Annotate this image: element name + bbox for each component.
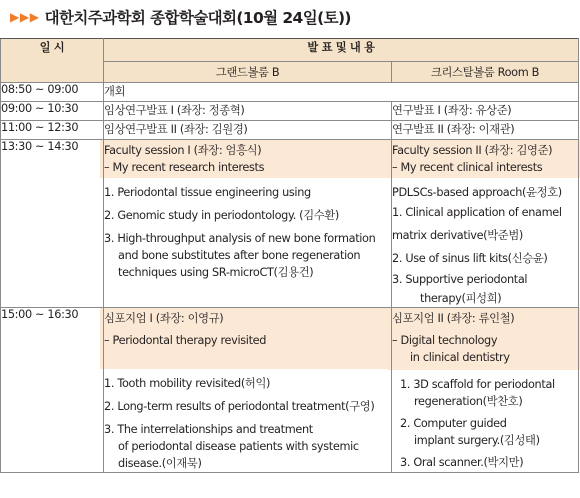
room-a-cell [104, 308, 392, 473]
col-header-time: 일 시 [1, 39, 104, 83]
time-cell: 11:00 ~ 12:30 [1, 121, 104, 140]
header-row [1, 39, 579, 62]
list-item: 1. Periodontal tissue engineering using [104, 186, 311, 199]
list-item: 3. High-throughput analysis of new bone formation [104, 232, 376, 245]
session-heading [388, 140, 580, 178]
table-row [1, 140, 579, 308]
room-b-cell: 연구발표 I (좌장: 유상준) [392, 102, 579, 121]
document-title: 대한치주과학회 종합학술대회(10월 24일(토)) [44, 9, 351, 27]
list-item: of periodontal disease patients with systemic [118, 440, 359, 453]
room-a-cell: 임상연구발표 I (좌장: 정종혁) [104, 102, 392, 121]
session-subtitle: – Digital technology [392, 334, 498, 347]
room-b-header: 크리스탈볼룸 Room B [392, 62, 579, 83]
col-header-content: 발 표 및 내 용 [104, 39, 579, 62]
table-row [1, 121, 579, 140]
time-cell: 09:00 ~ 10:30 [1, 102, 104, 121]
session-heading [100, 308, 395, 369]
list-item: 2. Long-term results of periodontal treatment(구영) [104, 400, 375, 413]
arrow-bullets-icon: ▶ ▶ ▶ [10, 10, 39, 24]
session-title: Faculty session II (좌장: 김영준) [392, 144, 553, 157]
list-item: disease.(이재묵) [118, 457, 202, 470]
table-row [1, 308, 579, 473]
table-row [1, 83, 579, 102]
room-b-cell [392, 140, 579, 308]
session-heading [388, 308, 580, 370]
room-a-cell [104, 140, 392, 308]
session-title: 심포지엄 II (좌장: 류인철) [392, 312, 515, 325]
room-b-cell: 연구발표 II (좌장: 이재관) [392, 121, 579, 140]
room-b-cell [392, 308, 579, 473]
list-item: PDLSCs-based approach(윤정호) [392, 186, 562, 199]
list-item: therapy(피성희) [420, 292, 502, 305]
list-item: implant surgery.(김성태) [414, 434, 540, 447]
session-subtitle: – Periodontal therapy revisited [104, 334, 267, 347]
session-title: 심포지엄 I (좌장: 이영규) [104, 312, 224, 325]
list-item: 2. Genomic study in periodontology. (김수환) [104, 209, 339, 222]
time-cell: 08:50 ~ 09:00 [1, 83, 104, 102]
list-item: 2. Use of sinus lift kits(신승윤) [392, 252, 548, 265]
list-item: regeneration(박찬호) [414, 395, 523, 408]
list-item: 1. 3D scaffold for periodontal [400, 378, 555, 391]
time-cell: 13:30 ~ 14:30 [1, 140, 104, 308]
schedule-table [0, 38, 579, 473]
list-item: matrix derivative(박준범) [392, 229, 523, 242]
list-item: 3. Supportive periodontal [392, 273, 528, 286]
list-item: and bone substitutes after bone regeneration [118, 249, 361, 262]
list-item: 1. Tooth mobility revisited(허익) [104, 377, 271, 390]
title-row [10, 5, 351, 29]
session-heading [100, 140, 395, 178]
list-item: 3. Oral scanner.(박지만) [400, 456, 524, 469]
session-subtitle: – My recent clinical interests [392, 161, 543, 174]
table-row [1, 102, 579, 121]
list-item: 1. Clinical application of enamel [392, 206, 562, 219]
time-cell: 15:00 ~ 16:30 [1, 308, 104, 473]
content-cell: 개회 [104, 83, 579, 102]
list-item: 2. Computer guided [400, 417, 507, 430]
session-title: Faculty session I (좌장: 엄흥식) [104, 144, 262, 157]
session-subtitle: – My recent research interests [104, 161, 265, 174]
room-a-header: 그랜드볼룸 B [104, 62, 392, 83]
session-subtitle: in clinical dentistry [410, 351, 510, 364]
list-item: 3. The interrelationships and treatment [104, 423, 313, 436]
room-a-cell: 임상연구발표 II (좌장: 김원경) [104, 121, 392, 140]
list-item: techniques using SR-microCT(김용건) [118, 266, 314, 279]
